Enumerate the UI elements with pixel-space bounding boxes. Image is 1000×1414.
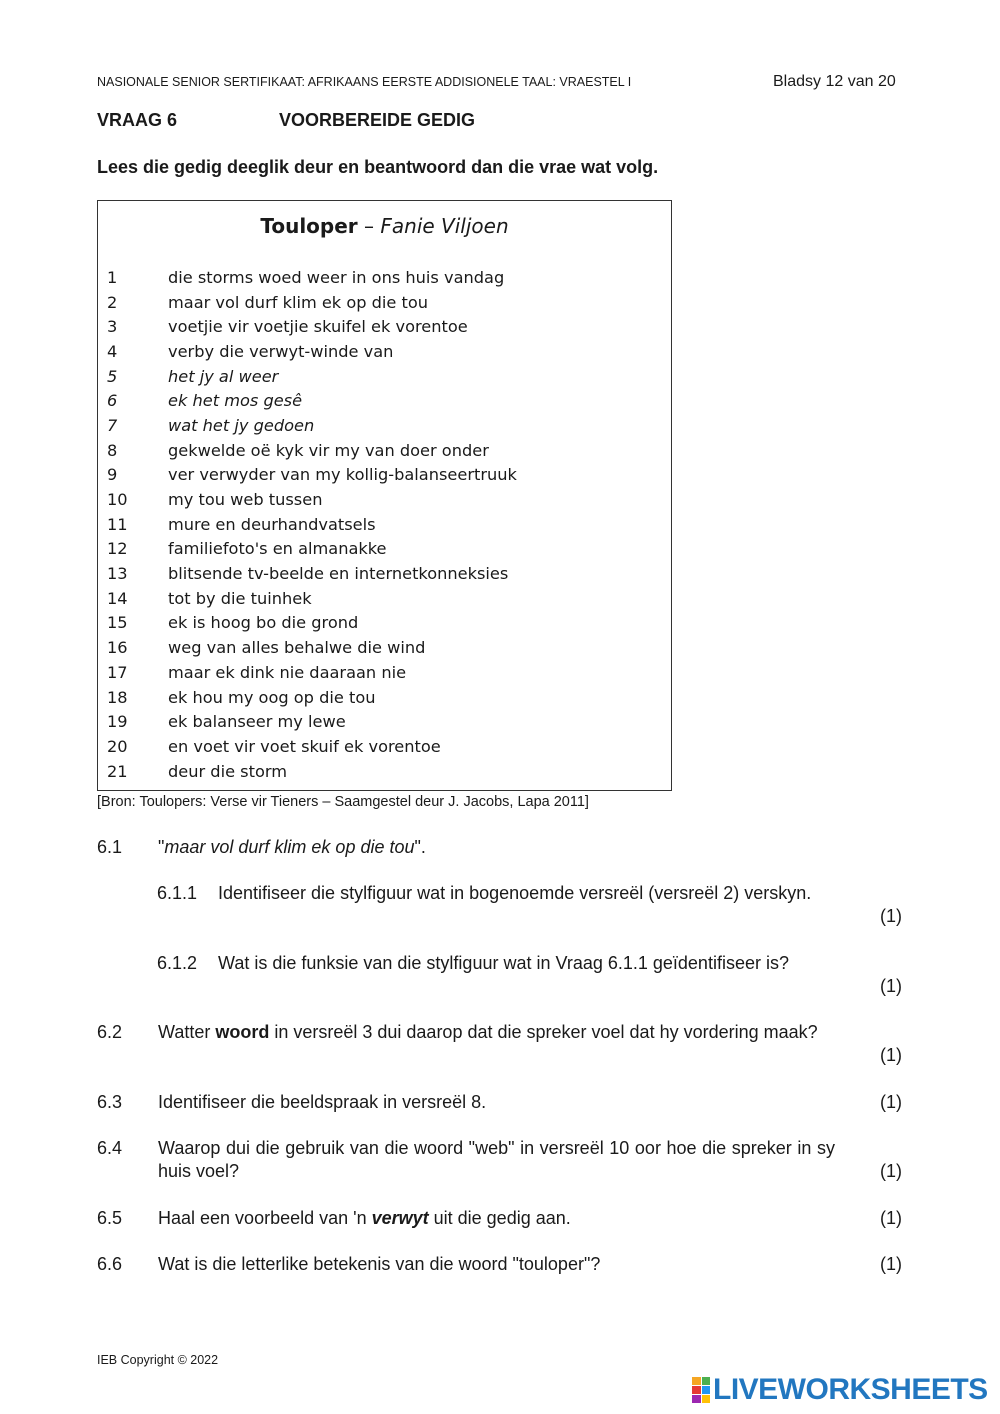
poem-line: [107, 537, 517, 562]
question-mark: (1): [880, 1045, 902, 1065]
poem-title-text: Touloper: [260, 214, 358, 238]
poem-line-number: 16: [107, 638, 128, 658]
question-text: [158, 836, 426, 859]
poem-line-number: 20: [107, 736, 128, 756]
logo-tile: [692, 1377, 701, 1385]
emphasis-word: verwyt: [371, 1208, 429, 1228]
poem-line: [107, 611, 517, 636]
question-number-label: 6.1: [97, 837, 123, 857]
poem-title: [98, 214, 671, 238]
poem-line: [107, 734, 517, 759]
poem-line-number: 21: [107, 761, 128, 781]
question-text: Waarop dui die gebruik van die woord "web" in versreël 10 oor hoe die spreker in sy huis voel?: [158, 1138, 835, 1181]
poem-line-text: mure en deurhandvatsels: [168, 514, 376, 534]
copyright-notice: IEB Copyright © 2022: [97, 1353, 219, 1367]
poem-line-text: en voet vir voet skuif ek vorentoe: [168, 736, 441, 756]
question-mark: (1): [880, 976, 902, 996]
poem-line: [107, 635, 517, 660]
poem-line-number: 18: [107, 687, 128, 707]
poem-line-number: 1: [107, 267, 118, 287]
question-title: VOORBEREIDE GEDIG: [279, 110, 476, 130]
poem-line-text: maar ek dink nie daaraan nie: [168, 662, 407, 682]
logo-tile: [702, 1386, 711, 1394]
poem-line-text: weg van alles behalwe die wind: [168, 638, 426, 658]
poem-line: [107, 512, 517, 537]
poem-line-text: ek is hoog bo die grond: [168, 613, 359, 633]
poem-line-number: 17: [107, 662, 128, 682]
question-text: Wat is die funksie van die stylfiguur wat in Vraag 6.1.1 geïdentifiseer is?: [218, 953, 789, 973]
poem-line-number: 6: [107, 391, 118, 411]
question-text: Wat is die letterlike betekenis van die woord "touloper"?: [158, 1254, 601, 1274]
question-number-label: 6.3: [97, 1092, 123, 1112]
poem-source: [Bron: Toulopers: Verse vir Tieners – Saamgestel deur J. Jacobs, Lapa 2011]: [97, 794, 589, 810]
poem-author: Fanie Viljoen: [380, 214, 509, 238]
question-mark: (1): [880, 906, 902, 926]
poem-line: [107, 759, 517, 784]
poem-line-text: my tou web tussen: [168, 490, 323, 510]
poem-line-number: 8: [107, 440, 118, 460]
poem-line: [107, 314, 517, 339]
question-6-1-2: [157, 952, 902, 1002]
poem-line: [107, 364, 517, 389]
poem-line-number: 2: [107, 292, 118, 312]
poem-line-number: 14: [107, 588, 128, 608]
poem-line-number: 13: [107, 564, 128, 584]
poem-line: [107, 290, 517, 315]
question-mark: (1): [880, 1208, 902, 1228]
question-mark: (1): [880, 1092, 902, 1112]
poem-line-text: het jy al weer: [168, 366, 279, 386]
poem-line: [107, 561, 517, 586]
poem-line-number: 4: [107, 341, 118, 361]
poem-line-text: blitsende tv-beelde en internetkonneksies: [168, 564, 509, 584]
question-text: Identifiseer die beeldspraak in versreël 8.: [158, 1092, 487, 1112]
text-fragment: Haal een voorbeeld van 'n: [158, 1208, 372, 1228]
text-fragment: uit die gedig aan.: [428, 1208, 571, 1228]
question-text: [158, 1021, 835, 1044]
quote-mark: ": [158, 837, 165, 857]
poem-line-number: 9: [107, 465, 118, 485]
question-6-6: [97, 1253, 902, 1279]
quoted-line: maar vol durf klim ek op die tou: [164, 837, 415, 857]
question-6-1: [97, 836, 902, 860]
poem-line-text: ek het mos gesê: [168, 391, 303, 411]
poem-line: [107, 438, 517, 463]
page-number: Bladsy 12 van 20: [773, 73, 896, 90]
poem-line: [107, 413, 517, 438]
poem-line: [107, 487, 517, 512]
question-6-1-1: [157, 882, 902, 932]
poem-line: [107, 709, 517, 734]
logo-tile: [702, 1395, 711, 1403]
question-text: [158, 1207, 835, 1230]
poem-line-text: voetjie vir voetjie skuifel ek vorentoe: [168, 317, 468, 337]
poem-line: [107, 685, 517, 710]
poem-line-text: familiefoto's en almanakke: [168, 539, 387, 559]
question-number-label: 6.2: [97, 1022, 123, 1042]
poem-line-number: 11: [107, 514, 128, 534]
exam-header: NASIONALE SENIOR SERTIFIKAAT: AFRIKAANS EERSTE ADDISIONELE TAAL: VRAESTEL I: [97, 75, 632, 89]
question-number-label: 6.6: [97, 1254, 123, 1274]
question-6-3: [97, 1091, 902, 1117]
question-number-label: 6.1.1: [157, 883, 198, 903]
question-number-label: 6.1.2: [157, 953, 198, 973]
poem-line-number: 3: [107, 317, 118, 337]
poem-line-text: tot by die tuinhek: [168, 588, 312, 608]
quote-mark: ".: [414, 837, 426, 857]
poem-line-text: wat het jy gedoen: [168, 415, 315, 435]
poem-line: [107, 339, 517, 364]
logo-tile: [692, 1386, 701, 1394]
logo-tile: [702, 1377, 711, 1385]
poem-line-number: 5: [107, 366, 118, 386]
question-number: VRAAG 6: [97, 110, 178, 130]
poem-line: [107, 388, 517, 413]
poem-line-text: verby die verwyt-winde van: [168, 341, 394, 361]
question-6-4: [97, 1137, 902, 1187]
question-number-label: 6.5: [97, 1208, 123, 1228]
poem-line-number: 10: [107, 490, 128, 510]
poem-line-number: 12: [107, 539, 128, 559]
text-fragment: Watter: [158, 1022, 216, 1042]
text-fragment: in versreël 3 dui daarop dat die spreker voel dat hy vordering maak?: [269, 1022, 818, 1042]
poem-title-dash: –: [357, 214, 381, 238]
question-mark: (1): [880, 1254, 902, 1274]
poem-line: [107, 586, 517, 611]
poem-line-text: maar vol durf klim ek op die tou: [168, 292, 429, 312]
poem-line-text: ek hou my oog op die tou: [168, 687, 376, 707]
logo-text: LIVEWORKSHEETS: [713, 1373, 988, 1406]
poem-lines: [107, 265, 517, 783]
poem-line-text: ek balanseer my lewe: [168, 712, 346, 732]
poem-line-text: deur die storm: [168, 761, 287, 781]
poem-line: [107, 660, 517, 685]
poem-line-number: 7: [107, 415, 118, 435]
poem-line-number: 19: [107, 712, 128, 732]
instruction-text: Lees die gedig deeglik deur en beantwoord dan die vrae wat volg.: [97, 157, 659, 177]
poem-line-text: gekwelde oë kyk vir my van doer onder: [168, 440, 489, 460]
logo-tile: [692, 1395, 701, 1403]
liveworksheets-logo[interactable]: [692, 1373, 988, 1407]
question-6-2: [97, 1021, 902, 1071]
poem-box: [97, 200, 672, 791]
question-text: Identifiseer die stylfiguur wat in bogenoemde versreël (versreël 2) verskyn.: [218, 883, 812, 903]
question-number-label: 6.4: [97, 1138, 123, 1158]
poem-line: [107, 265, 517, 290]
poem-line-text: die storms woed weer in ons huis vandag: [168, 267, 505, 287]
question-mark: (1): [880, 1161, 902, 1181]
emphasis-word: woord: [215, 1022, 270, 1042]
poem-line-text: ver verwyder van my kollig-balanseertruuk: [168, 465, 517, 485]
question-6-5: [97, 1207, 902, 1233]
poem-line-number: 15: [107, 613, 128, 633]
logo-tiles-icon: [692, 1377, 710, 1403]
poem-line: [107, 463, 517, 488]
